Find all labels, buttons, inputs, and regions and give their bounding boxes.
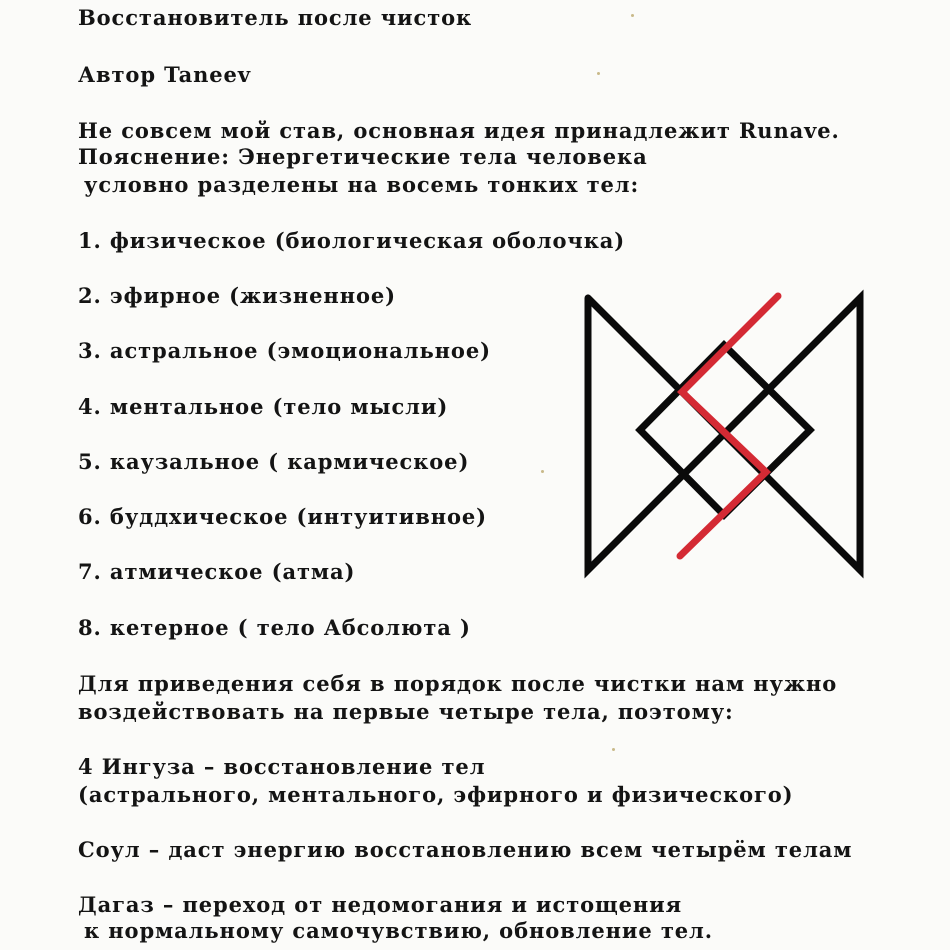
author-line: Автор Taneev xyxy=(78,62,251,87)
sowulo-line: Соул – даст энергию восстановлению всем четырём телам xyxy=(78,837,853,862)
body-list-item: 2. эфирное (жизненное) xyxy=(78,283,396,308)
paper-speck xyxy=(597,72,600,75)
paper-speck xyxy=(612,748,615,751)
dagaz-line: к нормальному самочувствию, обновление тел. xyxy=(84,918,713,943)
inguz-line: 4 Ингуза – восстановление тел xyxy=(78,754,486,779)
intro-line: Не совсем мой став, основная идея принадлежит Runave. xyxy=(78,118,840,143)
paper-speck xyxy=(541,470,544,473)
purpose-line: воздействовать на первые четыре тела, поэтому: xyxy=(78,699,734,724)
body-list-item: 3. астральное (эмоциональное) xyxy=(78,338,491,363)
intro-line: условно разделены на восемь тонких тел: xyxy=(84,172,640,197)
inguz-line: (астрального, ментального, эфирного и физического) xyxy=(78,782,794,807)
bindrune-figure xyxy=(570,280,880,590)
purpose-line: Для приведения себя в порядок после чистки нам нужно xyxy=(78,671,838,696)
body-list-item: 8. кетерное ( тело Абсолюта ) xyxy=(78,615,471,640)
body-list-item: 7. атмическое (атма) xyxy=(78,559,356,584)
body-list-item: 4. ментальное (тело мысли) xyxy=(78,394,449,419)
body-list-item: 6. буддхическое (интуитивное) xyxy=(78,504,488,529)
paper-speck xyxy=(631,14,634,17)
document-title: Восстановитель после чисток xyxy=(78,5,473,30)
intro-line: Пояснение: Энергетические тела человека xyxy=(78,144,648,169)
dagaz-line: Дагаз – переход от недомогания и истощения xyxy=(78,892,683,917)
body-list-item: 5. каузальное ( кармическое) xyxy=(78,449,470,474)
body-list-item: 1. физическое (биологическая оболочка) xyxy=(78,228,626,253)
